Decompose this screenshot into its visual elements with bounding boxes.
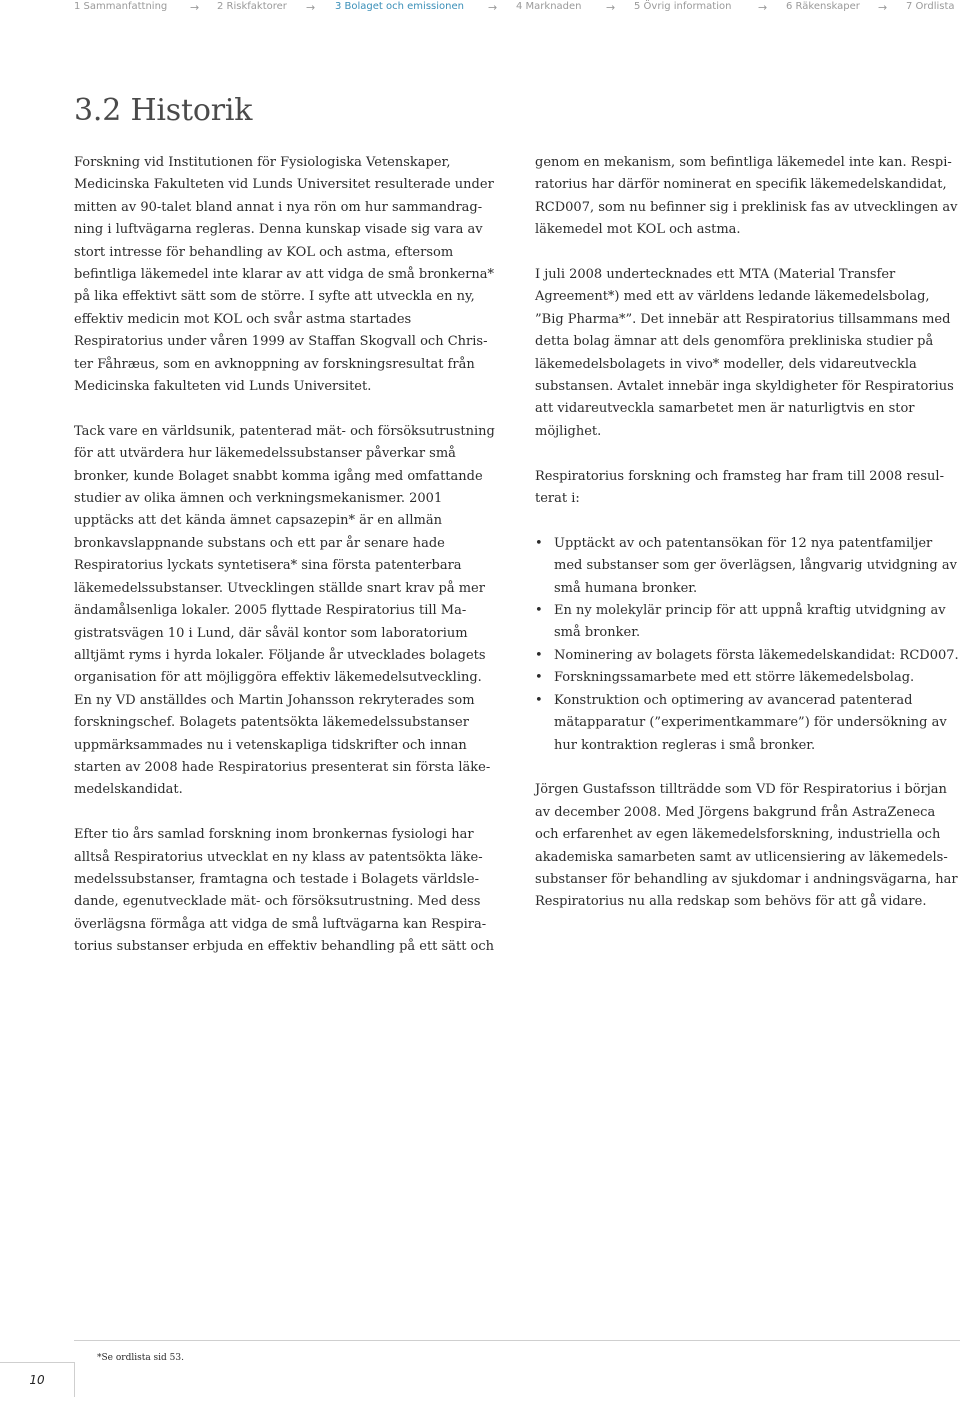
- list-item: • Upptäckt av och patentansökan för 12 nya patentfamiljer med substanser som ger överlägsen, långvarig utvidgning av små humana bronker.: [535, 533, 959, 600]
- nav-item-marknaden[interactable]: 4 Marknaden: [516, 1, 582, 12]
- page-number: 10: [0, 1362, 75, 1397]
- paragraph: I juli 2008 undertecknades ett MTA (Material Transfer Agreement*) med ett av världens ledande läkemedelsbolag, ”Big Pharma*”. Det innebär att Respiratorius tillsammans med detta bolag ämnar att dels genomföra prekliniska studier på läkemedelsbolagets in vivo* modeller, dels vidareutveckla substansen. Avtalet innebär inga skyldigheter för Respiratorius att vidareutveckla samarbetet men är naturligtvis en stor möjlighet.: [535, 267, 954, 439]
- page-title: 3.2 Historik: [74, 93, 253, 128]
- nav-item-ovrig-information[interactable]: 5 Övrig information: [634, 1, 732, 12]
- paragraph: Efter tio års samlad forskning inom bronkernas fysiologi har alltså Respiratorius utvecklat en ny klass av patentsökta läkemedelssubstanser, framtagna och testade i Bolagets världsledande, egenutvecklade mät- och försöksutrustning. Med dess överlägsna förmåga att vidga de små luftvägarna kan Respiratorius substanser erbjuda en effektiv behandling på ett sätt och: [74, 827, 495, 955]
- list-item: • Nominering av bolagets första läkemedelskandidat: RCD007.: [535, 645, 959, 667]
- nav-item-ordlista[interactable]: 7 Ordlista: [906, 1, 955, 12]
- list-item: • Konstruktion och optimering av avancerad patenterad mätapparatur (”experimentkammare”) för undersökning av hur kontraktion regleras i små bronker.: [535, 690, 959, 757]
- nav-item-riskfaktorer[interactable]: 2 Riskfaktorer: [217, 1, 287, 12]
- arrow-right-icon: →: [758, 1, 768, 14]
- list-item: • En ny molekylär princip för att uppnå kraftig utvidgning av små bronker.: [535, 600, 959, 645]
- nav-item-sammanfattning[interactable]: 1 Sammanfattning: [74, 1, 168, 12]
- paragraph: Forskning vid Institutionen för Fysiologiska Vetenskaper, Medicinska Fakulteten vid Lunds Universitet resulterade under mitten av 90-talet bland annat i nya rön om hur sammandragning i luftvägarna regleras. Denna kunskap visade sig vara av stort intresse för behandling av KOL och astma, eftersom befintliga läkemedel inte klarar av att vidga de små bronkerna* på lika effektivt sätt som de större. I syfte att utveckla en ny, effektiv medicin mot KOL och svår astma startades Respiratorius under våren 1999 av Staffan Skogvall och Christer Fåhræus, som en avknoppning av forskningsresultat från Medicinska fakulteten vid Lunds Universitet.: [74, 155, 495, 395]
- nav-item-bolaget-och-emissionen[interactable]: 3 Bolaget och emissionen: [335, 1, 464, 12]
- arrow-right-icon: →: [488, 1, 498, 14]
- arrow-right-icon: →: [190, 1, 200, 14]
- paragraph: genom en mekanism, som befintliga läkemedel inte kan. Respiratorius har därför nominerat en specifik läkemedelskandidat, RCD007, som nu befinner sig i preklinisk fas av utvecklingen av läkemedel mot KOL och astma.: [535, 155, 958, 238]
- left-column: [74, 152, 500, 959]
- nav-item-rakenskaper[interactable]: 6 Räkenskaper: [786, 1, 860, 12]
- arrow-right-icon: →: [306, 1, 316, 14]
- arrow-right-icon: →: [878, 1, 888, 14]
- section-nav: [0, 0, 960, 16]
- paragraph: Jörgen Gustafsson tillträdde som VD för Respiratorius i början av december 2008. Med Jörgens bakgrund från AstraZeneca och erfarenhet av egen läkemedelsforskning, industriella och akademiska samarbeten samt av utlicensiering av läkemedelssubstanser för behandling av sjukdomar i andningsvägarna, har Respiratorius nu alla redskap som behövs för att gå vidare.: [535, 782, 958, 910]
- footnote: *Se ordlista sid 53.: [97, 1353, 184, 1363]
- paragraph: Tack vare en världsunik, patenterad mät- och försöksutrustning för att utvärdera hur läkemedelssubstanser påverkar små bronker, kunde Bolaget snabbt komma igång med omfattande studier av olika ämnen och verkningsmekanismer. 2001 upptäcks att det kända ämnet capsazepin* är en allmän bronkavslappnande substans och ett par år senare hade Respiratorius lyckats syntetisera* sina första patenterbara läkemedelssubstanser. Utvecklingen ställde snart krav på mer ändamålsenliga lokaler. 2005 flyttade Respiratorius till Magistratsvägen 10 i Lund, där såväl kontor som laboratorium alltjämt ryms i hyrda lokaler. Följande år utvecklades bolagets organisation för att möjliggöra effektiv läkemedelsutveckling. En ny VD anställdes och Martin Johansson rekryterades som forskningschef. Bolagets patentsökta läkemedelssubstanser uppmärksammades nu i vetenskapliga tidskrifter och innan starten av 2008 hade Respiratorius presenterat sin första läkemedelskandidat.: [74, 423, 495, 798]
- arrow-right-icon: →: [606, 1, 616, 14]
- paragraph: Respiratorius forskning och framsteg har fram till 2008 resulterat i:: [535, 468, 944, 507]
- results-list: [535, 533, 959, 757]
- right-column: [535, 152, 959, 914]
- footer-divider: [74, 1340, 960, 1341]
- list-item: • Forskningssamarbete med ett större läkemedelsbolag.: [535, 667, 959, 689]
